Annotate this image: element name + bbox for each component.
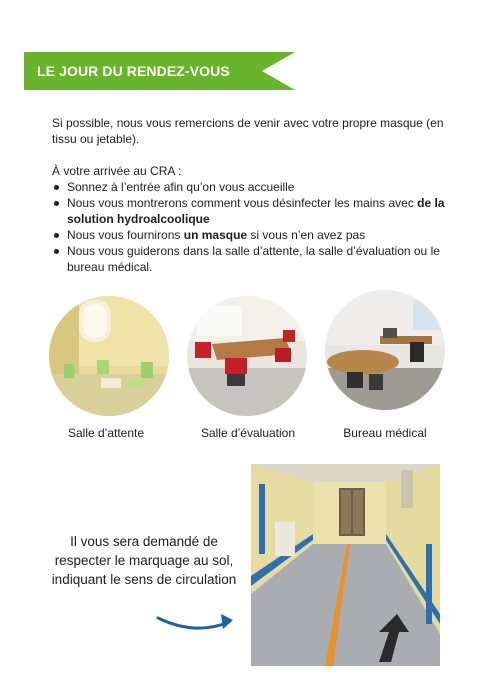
waiting-room-photo (49, 296, 169, 416)
list-item: Nous vous guiderons dans la salle d’attente, la salle d’évaluation ou le bureau médical. (52, 243, 452, 275)
list-item: Nous vous montrerons comment vous désinfecter les mains avec de la solution hydroalcoolique (52, 195, 452, 227)
floor-marking-instruction: Il vous sera demandé de respecter le marquage au sol, indiquant le sens de circulation (51, 534, 237, 587)
section-title: LE JOUR DU RENDEZ-VOUS (37, 63, 230, 79)
arrival-steps-list (52, 179, 452, 275)
bullet-icon (54, 249, 59, 254)
evaluation-room-photo (187, 296, 307, 416)
medical-office-photo (325, 290, 445, 410)
curved-arrow-right-icon (155, 608, 237, 638)
bullet-icon (54, 185, 59, 190)
bullet-icon (54, 233, 59, 238)
intro-text: Si possible, nous vous remercions de venir avec votre propre masque (en tissu ou jetable). (52, 116, 444, 146)
list-item: Nous vous fournirons un masque si vous n’en avez pas (52, 227, 452, 243)
photo-caption-medical-office: Bureau médical (343, 426, 427, 440)
list-item: Sonnez à l’entrée afin qu’on vous accueille (52, 179, 452, 195)
photo-caption-evaluation-room: Salle d’évaluation (200, 426, 296, 440)
arrival-heading: À votre arrivée au CRA : (52, 164, 182, 178)
section-banner (24, 52, 295, 90)
photo-caption-waiting-room: Salle d’attente (67, 426, 145, 440)
corridor-floor-marking-photo (251, 464, 440, 666)
bullet-icon (54, 201, 59, 206)
